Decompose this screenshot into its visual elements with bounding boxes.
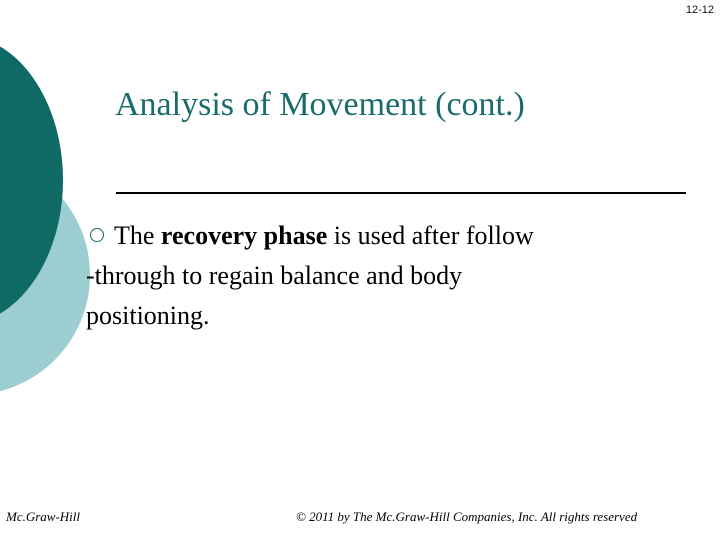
bullet-line-2: -through to regain balance and body	[86, 261, 463, 290]
bullet-bold-term: recovery phase	[160, 221, 328, 250]
title-divider	[116, 192, 686, 194]
bullet-item	[86, 216, 666, 336]
footer-publisher: Mc.Graw-Hill	[6, 509, 81, 524]
footer-copyright: © 2011 by The Mc.Graw-Hill Companies, Inc. All rights reserved	[296, 509, 638, 524]
bullet-line-1	[86, 216, 666, 256]
bullet-intro: The	[114, 221, 161, 250]
bullet-circle-icon	[90, 228, 104, 242]
bullet-line-3: positioning.	[86, 301, 210, 330]
slide-title: Analysis of Movement (cont.)	[115, 86, 525, 123]
bullet-rest-line-1: is used after follow	[327, 221, 534, 250]
slide-number: 12-12	[685, 4, 714, 16]
